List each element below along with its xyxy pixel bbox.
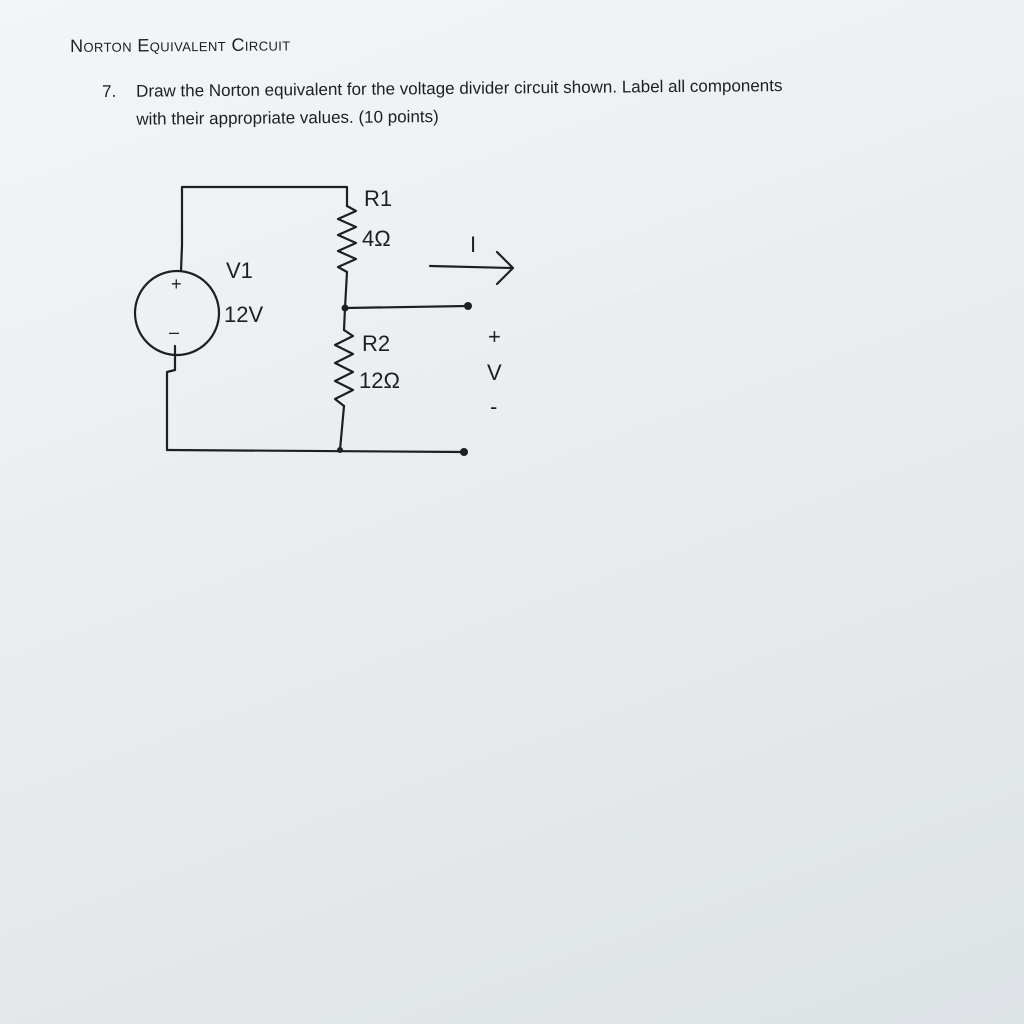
r1-name-label: R1 — [364, 186, 393, 211]
voltage-minus-label: - — [490, 394, 498, 419]
resistor-r2-icon — [335, 330, 353, 406]
wire-r1-junction — [345, 272, 347, 308]
terminal-top-dot — [464, 302, 472, 310]
question-line-2: with their appropriate values. (10 points) — [136, 107, 439, 129]
source-minus-label: – — [169, 322, 180, 342]
r1-value-label: 4Ω — [362, 226, 391, 251]
wire-left — [167, 346, 175, 450]
voltage-label: V — [487, 360, 502, 385]
r2-value-label: 12Ω — [359, 368, 400, 393]
current-label: I — [470, 232, 477, 257]
section-heading: Norton Equivalent Circuit — [70, 34, 291, 56]
voltage-plus-label: + — [488, 324, 501, 349]
r2-name-label: R2 — [362, 331, 391, 356]
source-name-label: V1 — [226, 258, 253, 283]
junction-dot — [342, 305, 349, 312]
wire-top — [182, 187, 347, 245]
question-number: 7. — [102, 81, 117, 101]
bottom-junction-dot — [337, 447, 343, 453]
wire-bottom — [167, 450, 464, 452]
wire-output-top — [345, 306, 468, 308]
resistor-r1-icon — [338, 206, 356, 272]
source-plus-label: + — [171, 274, 182, 294]
wire-source-top — [181, 245, 182, 271]
wire-r2-bottom — [340, 406, 344, 450]
terminal-bottom-dot — [460, 448, 468, 456]
question-text-1: Draw the Norton equivalent for the voltage divider circuit shown. Label all components — [136, 76, 783, 101]
source-value-label: 12V — [224, 302, 264, 327]
